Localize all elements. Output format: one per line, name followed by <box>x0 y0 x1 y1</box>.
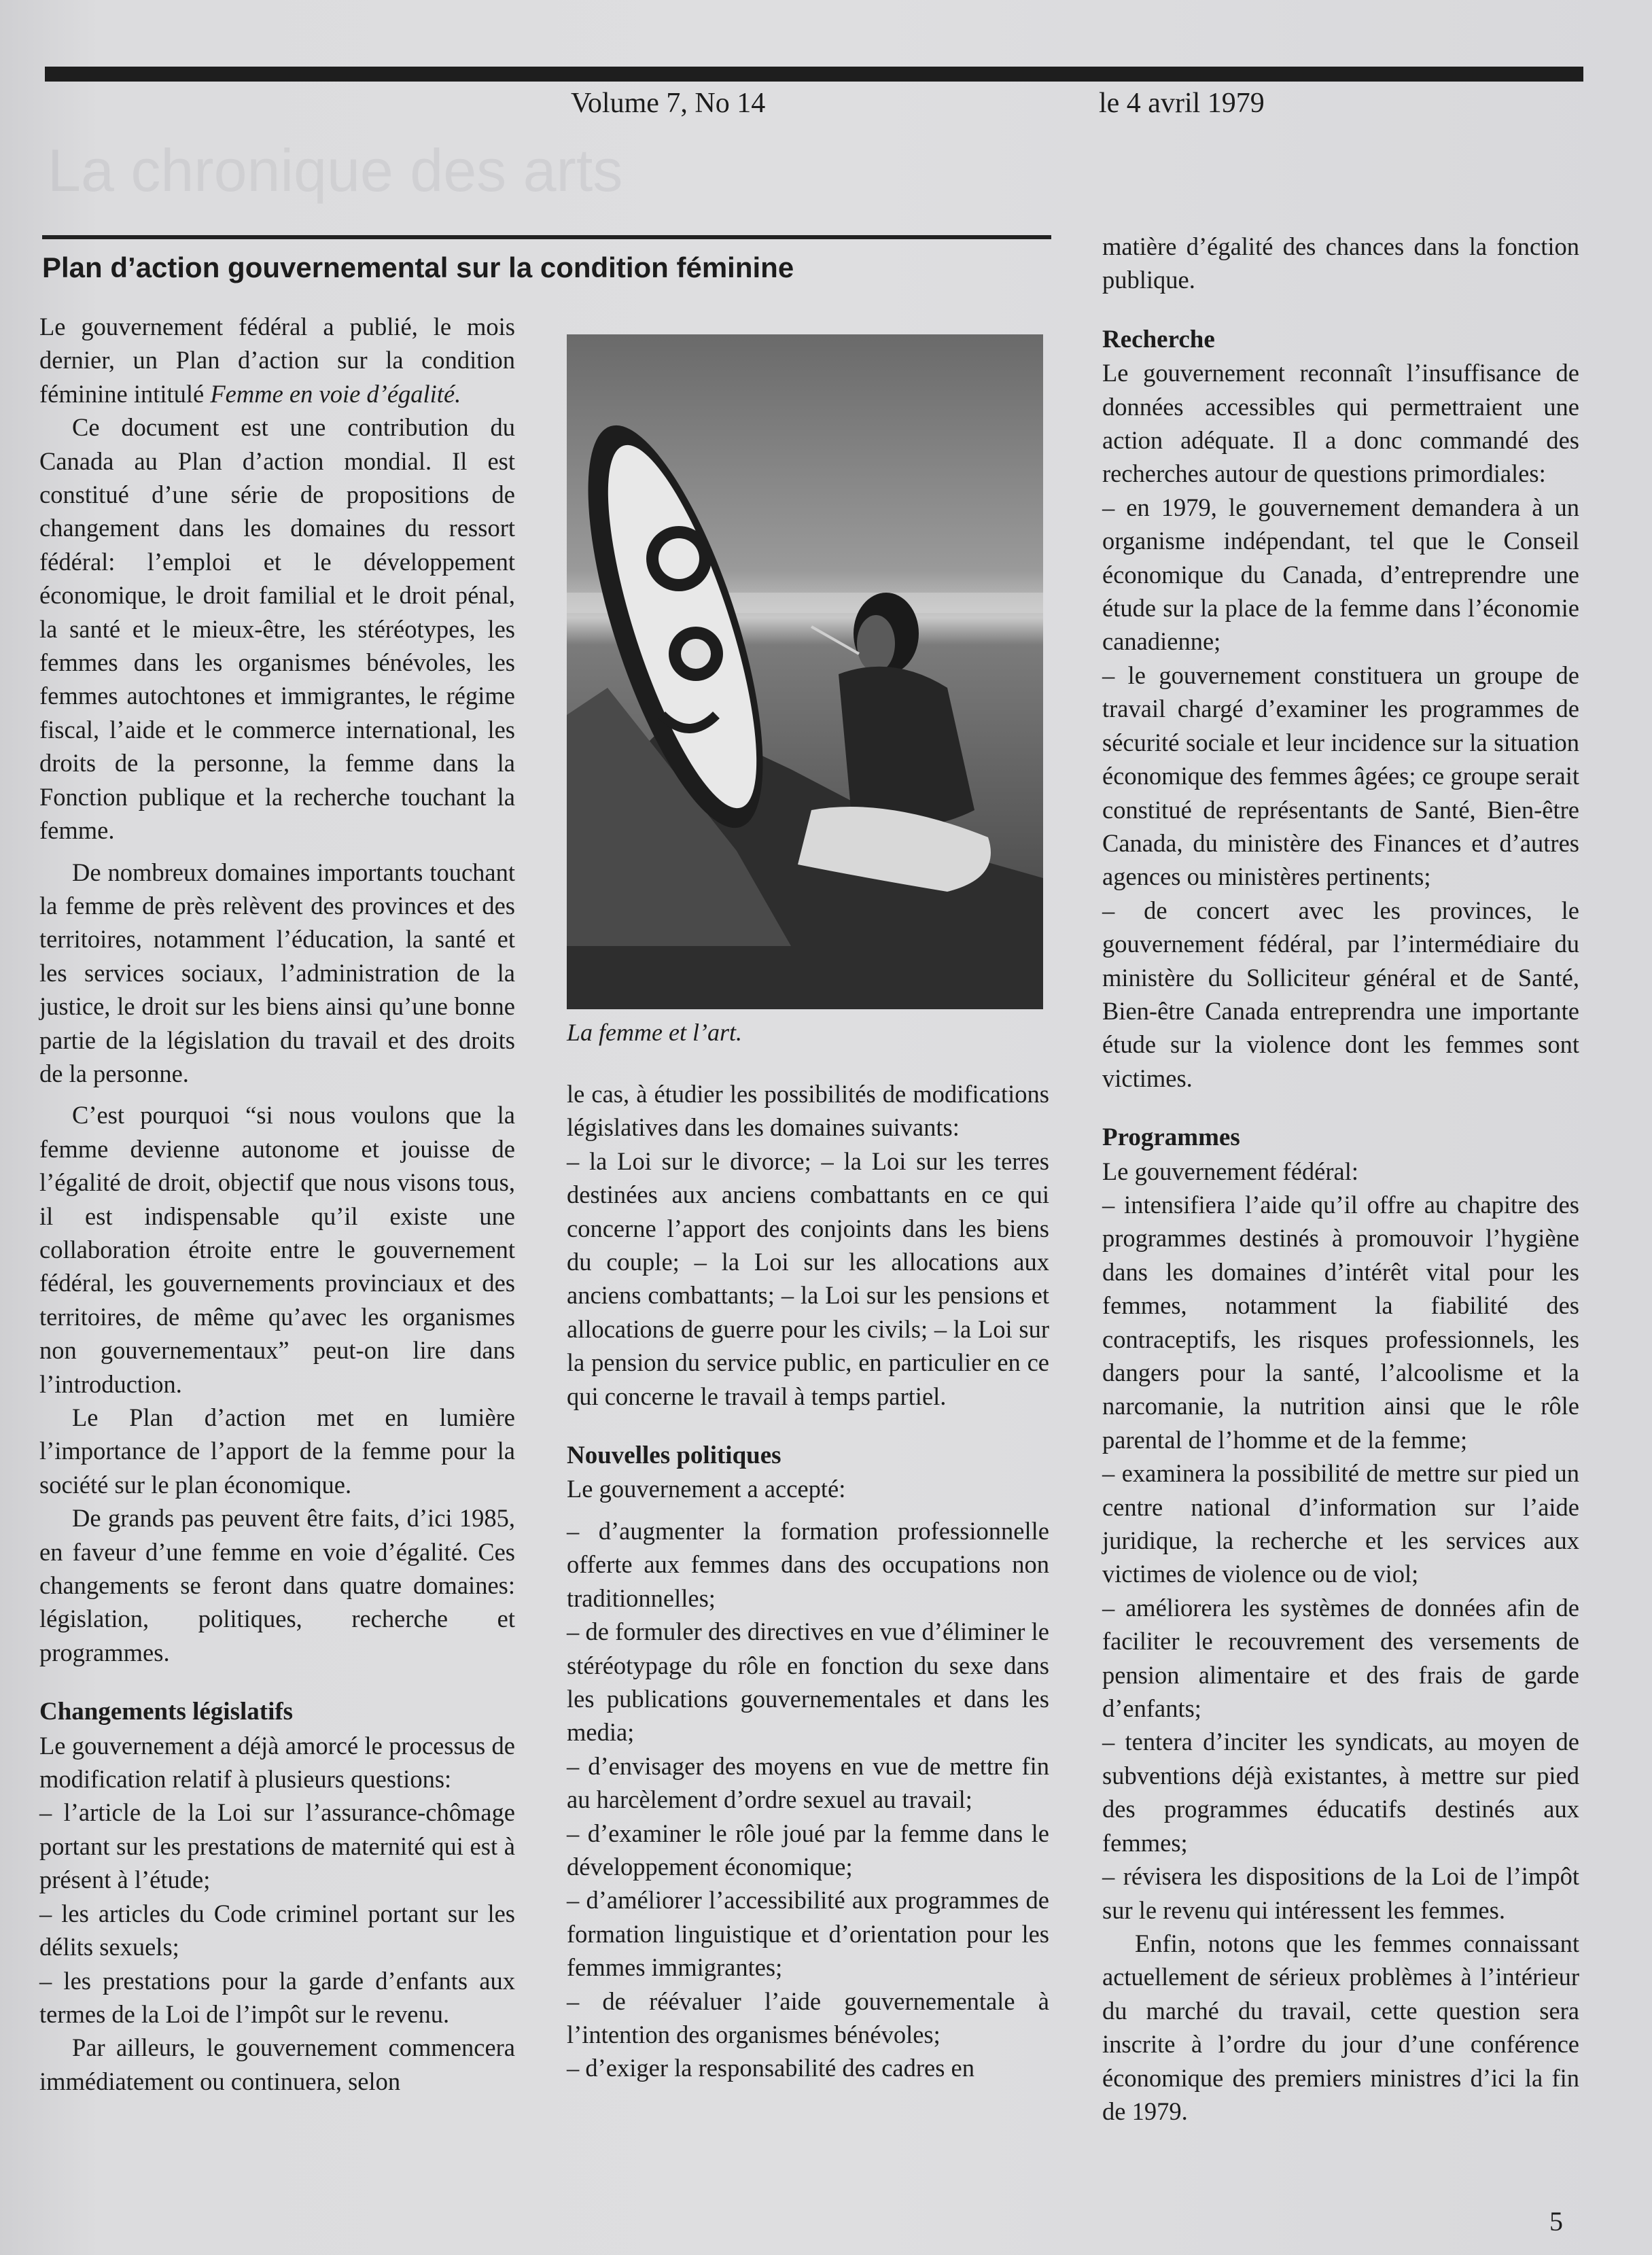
article-title: Plan d’action gouvernemental sur la condition féminine <box>42 251 794 283</box>
issue-date: le 4 avril 1979 <box>1099 88 1265 119</box>
paragraph: Le Plan d’action met en lumière l’importance de l’apport de la femme pour la société sur le plan économique. <box>39 1403 515 1499</box>
list-item: – d’envisager des moyens en vue de mettre fin au harcèlement d’ordre sexuel au travail; <box>567 1751 1049 1814</box>
paragraph: De grands pas peuvent être faits, d’ici 1985, en faveur d’une femme en voie d’égalité. Ces changements se feront dans quatre domaines: législation, politiques, recherche et programmes. <box>39 1504 515 1666</box>
paragraph: Enfin, notons que les femmes connaissant actuellement de sérieux problèmes à l’intérieur du marché du travail, cette question sera inscrite à l’ordre du jour d’une conférence économique des premiers ministres d’ici la fin de 1979. <box>1102 1929 1579 2125</box>
volume-number: Volume 7, No 14 <box>571 88 766 119</box>
list-item: – de concert avec les provinces, le gouvernement fédéral, par l’intermédiaire du ministère du Solliciteur général et de Santé, Bien-être Canada entreprendra une importante étude sur la violence dont les femmes sont victimes. <box>1102 896 1579 1092</box>
list-item: – de formuler des directives en vue d’éliminer le stéréotypage du rôle en fonction du sexe dans les publications gouvernementales et dans les media; <box>567 1618 1049 1747</box>
paragraph <box>39 310 515 410</box>
list-item: – intensifiera l’aide qu’il offre au chapitre des programmes destinés à promouvoir l’hygiène dans les domaines d’intérêt vital pour les femmes, notamment la fiabilité des contraceptifs, les risques professionnels, les dangers pour la santé, l’alcoolisme et la narcomanie, la nutrition ainsi que le rôle parental de l’homme et de la femme; <box>1102 1190 1579 1454</box>
list-item: – d’améliorer l’accessibilité aux programmes de formation linguistique et d’orientation pour les femmes immigrantes; <box>567 1886 1049 1982</box>
list-item: – le gouvernement constituera un groupe de travail chargé d’examiner les programmes de sécurité sociale et leur incidence sur la situation économique des femmes âgées; ce groupe serait constitué de représentants de Santé, Bien-être Canada, du ministère des Finances et d’autres agences ou ministères pertinents; <box>1102 661 1579 891</box>
paragraph: – la Loi sur le divorce; – la Loi sur les terres destinées aux anciens combattants en ce qui concerne l’apport des conjoints dans les biens du couple; – la Loi sur les allocations aux anciens combattants; – la Loi sur les pensions et allocations de guerre pour les civils; – la Loi sur la pension du service public, en particulier en ce qui concerne le travail à temps partiel. <box>567 1147 1049 1410</box>
list-item: – en 1979, le gouvernement demandera à un organisme indépendant, tel que le Conseil économique du Canada, d’entreprendre une étude sur la place de la femme dans l’économie canadienne; <box>1102 493 1579 656</box>
list-item: – les articles du Code criminel portant sur les délits sexuels; <box>39 1899 515 1961</box>
paragraph: matière d’égalité des chances dans la fonction publique. <box>1102 232 1579 294</box>
title-rule <box>42 235 1051 239</box>
header-rule <box>45 67 1583 82</box>
paragraph: Le gouvernement a déjà amorcé le processus de modification relatif à plusieurs questions: <box>39 1731 515 1794</box>
column-middle <box>567 1077 1049 2085</box>
paragraph: Le gouvernement a accepté: <box>567 1475 846 1503</box>
subheading: Programmes <box>1102 1123 1240 1152</box>
paragraph: C’est pourquoi “si nous voulons que la femme devienne autonome et jouisse de l’égalité de droit, objectif que nous visons tous, il est indispensable qu’il existe une collaboration étroite entre le gouvernement fédéral, les gouvernements provinciaux et des territoires, de même qu’avec les organismes non gouvernementaux” peut-on lire dans l’introduction. <box>39 1101 515 1398</box>
list-item: – de réévaluer l’aide gouvernementale à l’intention des organismes bénévoles; <box>567 1987 1049 2048</box>
list-item: – améliorera les systèmes de données afin de faciliter le recouvrement des versements de pension alimentaire et des frais de garde d’enfants; <box>1102 1593 1579 1723</box>
bleed-through-heading: La chronique des arts <box>48 137 623 204</box>
list-item: – révisera les dispositions de la Loi de l’impôt sur le revenu qui intéressent les femmes. <box>1102 1862 1579 1924</box>
list-item: – d’exiger la responsabilité des cadres en <box>567 2054 974 2082</box>
paragraph: Le gouvernement fédéral: <box>1102 1157 1358 1185</box>
list-item: – d’examiner le rôle joué par la femme dans le développement économique; <box>567 1819 1049 1881</box>
column-right <box>1102 230 1579 2128</box>
subheading: Changements législatifs <box>39 1698 294 1726</box>
column-left <box>39 310 515 2098</box>
list-item: – examinera la possibilité de mettre sur pied un centre national d’information sur l’aide juridique, la recherche et les services aux victimes de violence ou de viol; <box>1102 1459 1579 1588</box>
list-item: – l’article de la Loi sur l’assurance-chômage portant sur les prestations de maternité qui est à présent à l’étude; <box>39 1798 515 1894</box>
page-number: 5 <box>1549 2206 1563 2237</box>
list-item: – tentera d’inciter les syndicats, au moyen de subventions déjà existantes, à mettre sur pied des programmes éducatifs destinés aux femmes; <box>1102 1728 1579 1857</box>
paragraph: le cas, à étudier les possibilités de modifications législatives dans les domaines suivants: <box>567 1080 1049 1142</box>
paragraph-text: Le gouvernement fédéral a publié, le mois dernier, un Plan d’action sur la condition féminine intitulé <box>39 313 515 408</box>
paragraph: Par ailleurs, le gouvernement commencera immédiatement ou continuera, selon <box>39 2033 515 2095</box>
paragraph: De nombreux domaines importants touchant la femme de près relèvent des provinces et des territoires, notamment l’éducation, la santé et les services sociaux, l’administration de la justice, le droit sur les biens ainsi qu’une bonne partie de la législation du travail et des droits de la personne. <box>39 858 515 1087</box>
photo-illustration <box>567 334 1043 1009</box>
document-title: Femme en voie d’égalité. <box>210 379 461 408</box>
subheading: Recherche <box>1102 325 1215 353</box>
photo-caption: La femme et l’art. <box>567 1019 742 1046</box>
list-item: – les prestations pour la garde d’enfants aux termes de la Loi de l’impôt sur le revenu. <box>39 1966 515 2028</box>
subheading: Nouvelles politiques <box>567 1441 781 1470</box>
paragraph: Le gouvernement reconnaît l’insuffisance de données accessibles qui permettraient une action adéquate. Il a donc commandé des recherches autour de questions primordiales: <box>1102 359 1579 488</box>
photo-woman-and-art <box>567 334 1043 1009</box>
list-item: – d’augmenter la formation professionnelle offerte aux femmes dans des occupations non traditionnelles; <box>567 1516 1049 1612</box>
paragraph: Ce document est une contribution du Canada au Plan d’action mondial. Il est constitué d’une série de propositions de changement dans les domaines du ressort fédéral: l’emploi et le développement économique, le droit familial et le droit pénal, la santé et le mieux-être, les stéréotypes, les femmes dans les organismes bénévoles, les femmes autochtones et immigrantes, le régime fiscal, l’aide et le commerce international, les droits de la personne, la femme dans la Fonction publique et la recherche touchant la femme. <box>39 413 515 845</box>
